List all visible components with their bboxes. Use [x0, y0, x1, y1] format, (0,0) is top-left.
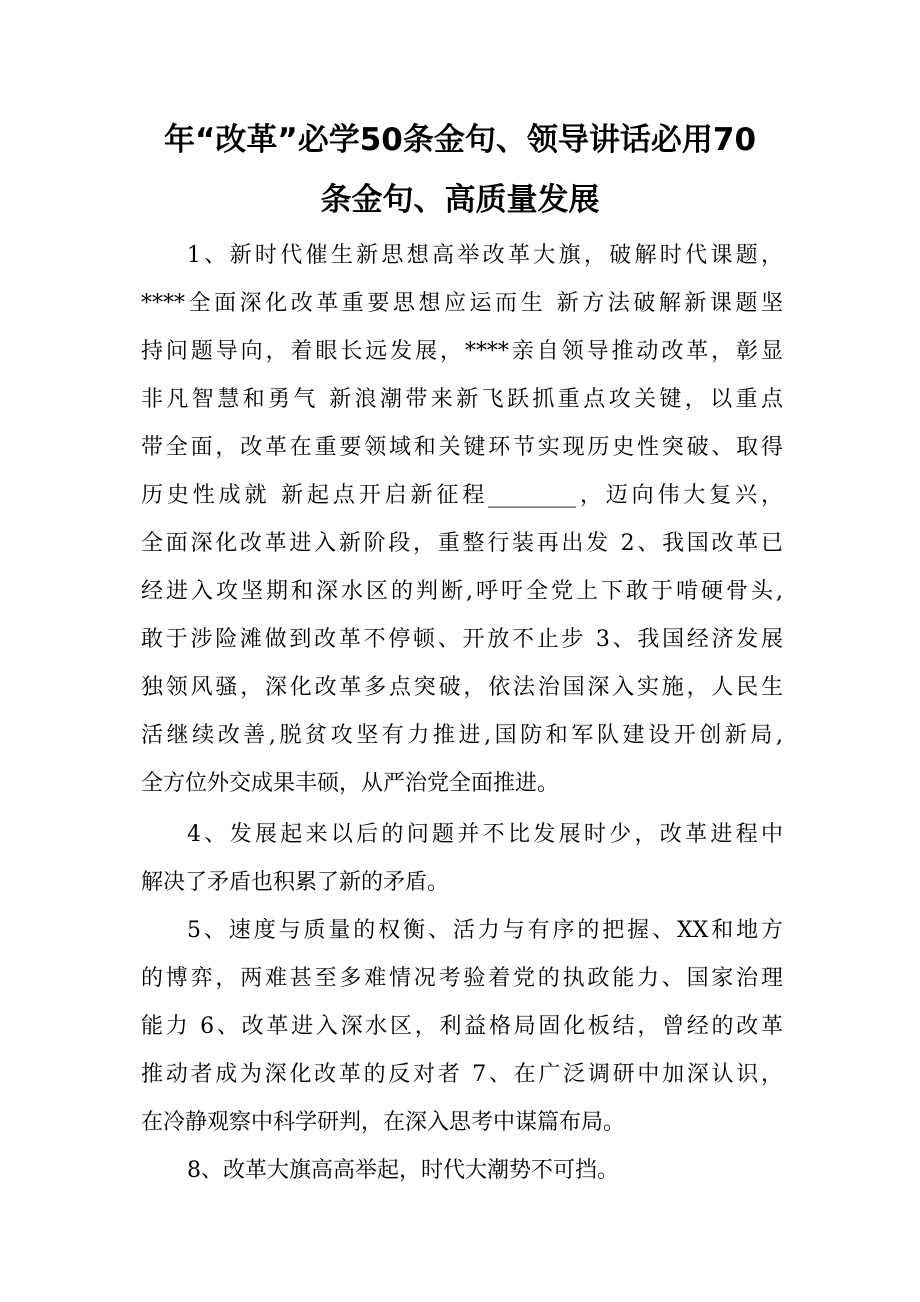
text-line: 全面深化改革进入新阶段，重整行装再出发 2、我国改革已 — [141, 531, 783, 556]
text-line: 持问题导向，着眼长远发展，****亲自领导推动改革，彰显 — [141, 339, 783, 364]
text-line: 活继续改善,脱贫攻坚有力推进,国防和军队建设开创新局, — [141, 723, 783, 748]
text-line: 非凡智慧和勇气 新浪潮带来新飞跃抓重点攻关键，以重点 — [141, 387, 783, 412]
text-line: 带全面，改革在重要领域和关键环节实现历史性突破、取得 — [141, 435, 783, 460]
text-line: 独领风骚，深化改革多点突破，依法治国深入实施，人民生 — [141, 675, 783, 700]
text-line: 4、发展起来以后的问题并不比发展时少，改革进程中 — [187, 822, 783, 847]
text-line: 1、新时代催生新思想高举改革大旗，破解时代课题， — [187, 243, 783, 268]
paragraph-4 — [141, 811, 783, 907]
document-title-line-1: 年“改革”必学50条金句、领导讲话必用70 — [163, 122, 757, 158]
text-line: 经进入攻坚期和深水区的判断,呼吁全党上下敢于啃硬骨头, — [141, 579, 783, 604]
text-line: 推动者成为深化改革的反对者 7、在广泛调研中加深认识， — [141, 1062, 783, 1087]
text-line: ****全面深化改革重要思想应运而生 新方法破解新课题坚 — [141, 291, 783, 316]
text-line: 能力 6、改革进入深水区，利益格局固化板结，曾经的改革 — [141, 1014, 783, 1039]
document-title-line-2: 条金句、高质量发展 — [320, 182, 600, 218]
text-line: 5、速度与质量的权衡、活力与有序的把握、XX和地方 — [187, 918, 783, 943]
text-line: 在冷静观察中科学研判，在深入思考中谋篇布局。 — [141, 1110, 626, 1135]
text-line: 的博弈，两难甚至多难情况考验着党的执政能力、国家治理 — [141, 966, 783, 991]
text-line: 解决了矛盾也积累了新的矛盾。 — [141, 870, 450, 895]
text-line: 全方位外交成果丰硕，从严治党全面推进。 — [141, 771, 560, 796]
paragraph-8 — [141, 1147, 783, 1195]
text-line: 历史性成就 新起点开启新征程________，迈向伟大复兴， — [141, 483, 783, 508]
text-line: 敢于涉险滩做到改革不停顿、开放不止步 3、我国经济发展 — [141, 627, 783, 652]
text-line: 8、改革大旗高高举起，时代大潮势不可挡。 — [187, 1158, 619, 1183]
paragraph-1 — [141, 232, 783, 808]
paragraph-5 — [141, 907, 783, 1147]
